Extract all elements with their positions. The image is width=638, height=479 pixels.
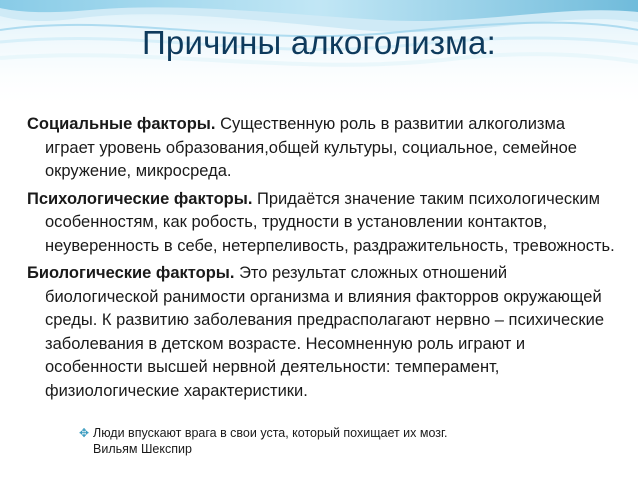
paragraph-heading: Биологические факторы. bbox=[27, 264, 235, 282]
slide-title-colon: : bbox=[486, 24, 496, 61]
paragraph-heading: Социальные факторы. bbox=[27, 115, 216, 133]
paragraph-biological-factors bbox=[27, 262, 617, 403]
quote-block bbox=[79, 425, 599, 457]
paragraph-psychological-factors bbox=[27, 188, 617, 259]
paragraph-social-factors bbox=[27, 113, 617, 184]
slide-title-text: Причины алкоголизма bbox=[142, 24, 487, 61]
paragraph-text: Существенную роль в развитии алкоголизма играет уровень образования,общей культуры, социальное, семейное окружение, микросреда. bbox=[45, 115, 577, 180]
paragraph-text: Это результат сложных отношений биологической ранимости организма и влияния факторров окружающей среды. К развитию заболевания предрасполагают нервно – психические заболевания в детском возрасте. Несомненную роль играют и особенности высшей нервной деятельности: темперамент, физиологические характеристики. bbox=[45, 264, 605, 400]
quote-author: Вильям Шекспир bbox=[93, 442, 192, 456]
quote-text: Люди впускают врага в свои уста, который похищает их мозг. bbox=[93, 426, 448, 440]
quote-line bbox=[79, 425, 599, 441]
paragraph-heading: Психологические факторы. bbox=[27, 189, 253, 208]
paragraph-text: Придаётся значение таким психологическим особенностям, как робость, трудности в установлении контактов, неуверенность в себе, нетерпеливость, раздражительность, тревожность. bbox=[45, 189, 615, 255]
slide-body bbox=[27, 113, 617, 407]
diamond-bullet-icon: ✥ bbox=[79, 426, 90, 440]
slide-title bbox=[0, 24, 638, 62]
